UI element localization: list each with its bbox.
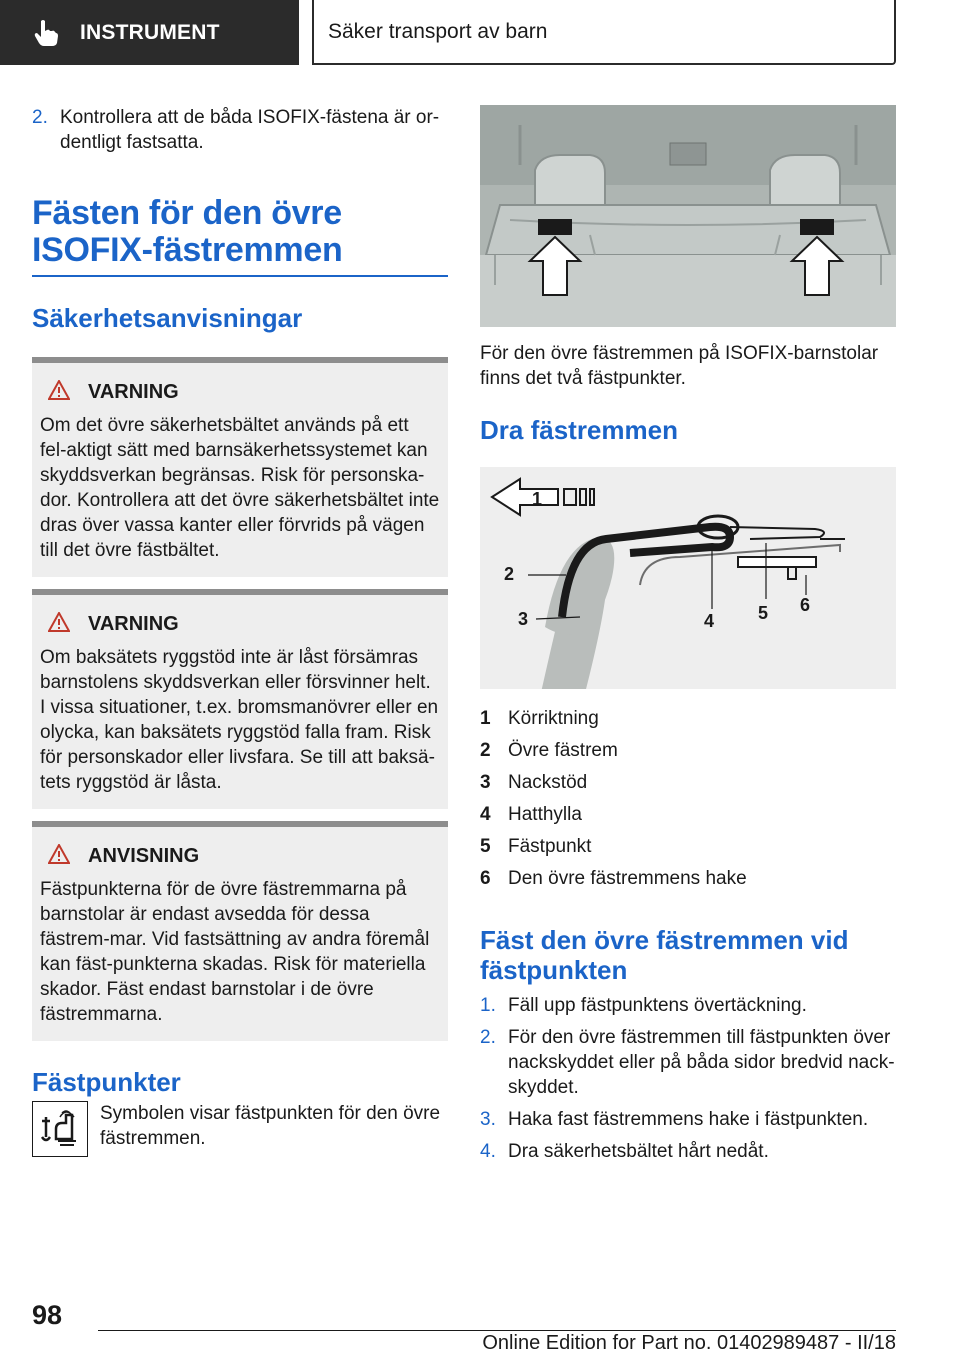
legend-key: 1: [480, 708, 491, 729]
step-text: För den övre fästremmen till fästpunkten över nackskyddet eller på båda sidor bredvid nack-skyddet.: [508, 1027, 895, 1098]
diagram-label-3: 3: [518, 609, 529, 629]
step-text: Haka fast fästremmens hake i fästpunkten.: [508, 1109, 869, 1130]
warning-header: [48, 609, 440, 639]
photo-caption: För den övre fästremmen på ISOFIX-barnstolar finns det två fästpunkter.: [480, 343, 879, 389]
isofix-anchor-photo: [480, 105, 896, 327]
legend-item: [480, 735, 896, 767]
diagram-label-6: 6: [800, 595, 811, 615]
heading-rule: [32, 275, 448, 277]
chapter-title: Säker transport av barn: [328, 19, 548, 43]
section-label: INSTRUMENT: [80, 20, 220, 44]
section-heading-block: [32, 195, 448, 277]
notice-text: Fästpunkterna för de övre fästremmarna på barnstolar är endast avsedda för dessa fästrem-mar. Vid fastsättning av andra föremål kan fäst-punkterna skadas. Risk för materiella skador. Fäst endast barnstolar i de övre fästremmarna.: [40, 879, 430, 1025]
legend-text: Nackstöd: [508, 772, 588, 793]
footer-rule: [98, 1330, 896, 1331]
legend-text: Hatthylla: [508, 804, 582, 825]
warning-triangle-icon: [48, 844, 70, 869]
step-number: 4.: [480, 1141, 496, 1162]
notice-header: [48, 841, 440, 871]
legend-text: Den övre fästremmens hake: [508, 868, 747, 889]
isofix-anchor-icon: [32, 1101, 88, 1157]
right-column: [480, 100, 896, 1164]
attach-steps: [480, 993, 896, 1164]
fastpoints-heading: Fästpunkter: [32, 1067, 181, 1097]
footer-edition: Online Edition for Part no. 01402989487 - II/18: [482, 1332, 896, 1354]
warning-triangle-icon: [48, 612, 70, 637]
strap-diagram: [480, 467, 896, 689]
step-number: 2.: [32, 107, 48, 128]
legend-text: Fästpunkt: [508, 836, 592, 857]
warning-text: Om det övre säkerhetsbältet används på ett fel-aktigt sätt med barnsäkerhetssystemet kan skyddsverkan begränsas. Risk för personska-dor. Kontrollera att det övre säkerhetsbältet inte dras över vassa kanter eller förvrids på vägen till det övre fästbältet.: [40, 415, 440, 561]
warning-label: VARNING: [88, 612, 179, 635]
step-number: 3.: [480, 1109, 496, 1130]
step-text: Dra säkerhetsbältet hårt nedåt.: [508, 1141, 769, 1162]
diagram-label-1: 1: [532, 489, 543, 509]
left-column: [32, 100, 448, 1157]
legend-item: [480, 799, 896, 831]
warning-box-1: [32, 357, 448, 577]
step-item: [480, 993, 896, 1018]
legend-item: [480, 767, 896, 799]
step-number: 2.: [480, 1027, 496, 1048]
chapter-title-box: [312, 0, 896, 65]
step-item: [480, 1025, 896, 1100]
hand-pointer-icon: [24, 0, 68, 65]
legend-key: 6: [480, 868, 491, 889]
legend-text: Körriktning: [508, 708, 599, 729]
diagram-label-4: 4: [704, 611, 715, 631]
diagram-label-5: 5: [758, 603, 769, 623]
fastpoints-block: [32, 1101, 448, 1157]
legend-key: 2: [480, 740, 491, 761]
diagram-legend: [480, 703, 896, 895]
legend-text: Övre fästrem: [508, 740, 618, 761]
legend-key: 4: [480, 804, 491, 825]
pull-strap-heading: Dra fästremmen: [480, 415, 678, 445]
warning-label: VARNING: [88, 380, 179, 403]
warning-box-2: [32, 589, 448, 809]
legend-item: [480, 703, 896, 735]
diagram-label-2: 2: [504, 564, 515, 584]
notice-label: ANVISNING: [88, 844, 200, 867]
warning-text: Om baksätets ryggstöd inte är låst försämras barnstolens skyddsverkan eller försvinner helt. I vissa situationer, t.ex. bromsmanövrer eller en olycka, kan baksätets ryggstöd falla fram. Risk för personskador eller livsfara. Se till att baksä-tets ryggstöd är låsta.: [40, 647, 439, 793]
notice-box: [32, 821, 448, 1041]
attach-heading: Fäst den övre fästremmen vid fästpunkten: [480, 925, 849, 985]
legend-item: [480, 863, 896, 895]
step-text: Kontrollera att de båda ISOFIX-fästena är or-dentligt fastsatta.: [60, 107, 440, 153]
warning-triangle-icon: [48, 380, 70, 405]
section-heading: Fästen för den övre ISOFIX-fästremmen: [32, 194, 343, 269]
legend-key: 5: [480, 836, 491, 857]
legend-key: 3: [480, 772, 491, 793]
step-item: [32, 105, 448, 155]
safety-subheading: Säkerhetsanvisningar: [32, 303, 303, 333]
step-text: Fäll upp fästpunktens övertäckning.: [508, 995, 807, 1016]
fastpoints-text: Symbolen visar fästpunkten för den övre fästremmen.: [100, 1103, 441, 1149]
step-item: [480, 1139, 896, 1164]
step-item: [480, 1107, 896, 1132]
section-tab: [0, 0, 299, 65]
warning-header: [48, 377, 440, 407]
page-number: 98: [32, 1300, 63, 1330]
legend-item: [480, 831, 896, 863]
step-number: 1.: [480, 995, 496, 1016]
